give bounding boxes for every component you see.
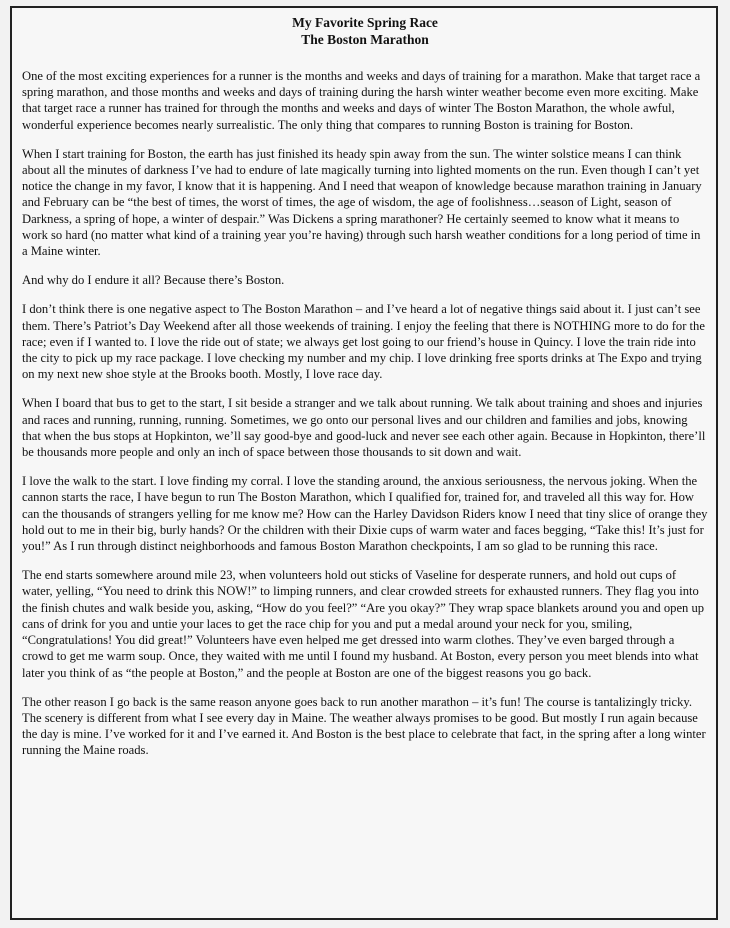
article-subtitle: The Boston Marathon	[301, 32, 429, 47]
title-block	[22, 14, 708, 48]
paragraph-8: The other reason I go back is the same reason anyone goes back to run another marathon – it’s fun! The course is tantalizingly tricky. The scenery is different from what I see every day in Maine. The weather always promises to be good. But mostly I run again because the day is mine. I’ve worked for it and I’ve earned it. And Boston is the best place to celebrate that fact, in the spring after a long winter running the Maine roads.	[22, 694, 706, 758]
paragraph-7: The end starts somewhere around mile 23, when volunteers hold out sticks of Vaseline for desperate runners, and hold out cups of water, yelling, “You need to drink this NOW!” to limping runners, and clear crowded streets for exhausted runners. They flag you into the finish chutes and walk beside you, asking, “How do you feel?” “Are you okay?” They wrap space blankets around you and open up cans of drink for you and untie your laces to get the race chip for you and put a medal around your neck for you, smiling, “Congratulations! You did great!” Volunteers have even helped me get dressed into warm clothes. They’ve even barged through a crowd to get me warm soup. Once, they waited with me until I found my husband. At Boston, every person you meet blends into what later you think of as “the people at Boston,” and the people at Boston are one of the biggest reasons you go back.	[22, 568, 705, 680]
paragraph-4: I don’t think there is one negative aspect to The Boston Marathon – and I’ve heard a lot of negative things said about it. I just can’t see them. There’s Patriot’s Day Weekend after all those weekends of training. I enjoy the feeling that there is NOTHING more to do for the race; even if I wanted to. I love the ride out of state; we always get lost going to our friend’s house in Quincy. I love the train ride into the city to pick up my race package. I love checking my number and my chip. I love drinking free sports drinks at The Expo and trying on my next new shoe style at the Brooks booth. Mostly, I love race day.	[22, 302, 705, 382]
paragraph-3: And why do I endure it all? Because there’s Boston.	[22, 273, 285, 288]
paragraph-2: When I start training for Boston, the earth has just finished its heady spin away from the sun. The winter solstice means I can think about all the minutes of darkness I’ve had to endure of late magically turning into lighted moments on the run. Even though I can’t yet notice the change in my favor, I know that it is happening. And I need that weapon of knowledge because marathon training in January and February can be “the best of times, the worst of times, the age of wisdom, the age of foolishness…season of Light, season of Darkness, a spring of hope, a winter of despair.” Was Dickens a spring marathoner? He certainly seemed to know what it means to work so hard (no matter what kind of a training year you’re having) through such harsh weather conditions for a long period of time in a Maine winter.	[22, 146, 702, 259]
document-page	[10, 6, 718, 920]
article-title: My Favorite Spring Race	[292, 15, 438, 30]
paragraph-1: One of the most exciting experiences for a runner is the months and weeks and days of training for a marathon. Make that target race a spring marathon, and those months and weeks and days of training during the harsh winter weather become even more exciting. Make that target race a runner has trained for through the months and weeks and days of winter The Boston Marathon, the whole awful, wonderful experience becomes nearly surrealistic. The only thing that compares to running Boston is training for Boston.	[22, 69, 701, 132]
paragraph-6: I love the walk to the start. I love finding my corral. I love the standing around, the anxious seriousness, the nervous joking. When the cannon starts the race, I have begun to run The Boston Marathon, which I qualified for, trained for, and traveled all this way for. How can the thousands of strangers yelling for me know me? How can the Harley Davidson Riders know I need that tiny slice of orange they hold out to me in their big, burly hands? Or the children with their Dixie cups of warm water and faces begging, “Take this! It’s just for you!” As I run through distinct neighborhoods and famous Boston Marathon checkpoints, I am so glad to be running this race.	[22, 474, 708, 554]
article	[22, 14, 708, 772]
paragraph-5: When I board that bus to get to the start, I sit beside a stranger and we talk about running. We talk about training and shoes and injuries and races and running, running, running. Sometimes, we go onto our personal lives and our children and families and jobs, knowing that when the bus stops at Hopkinton, we’ll say good-bye and good-luck and never see each other again. Because in Hopkinton, there’ll be thousands more people and only an inch of space between those thousands to sit down and wait.	[22, 396, 706, 460]
